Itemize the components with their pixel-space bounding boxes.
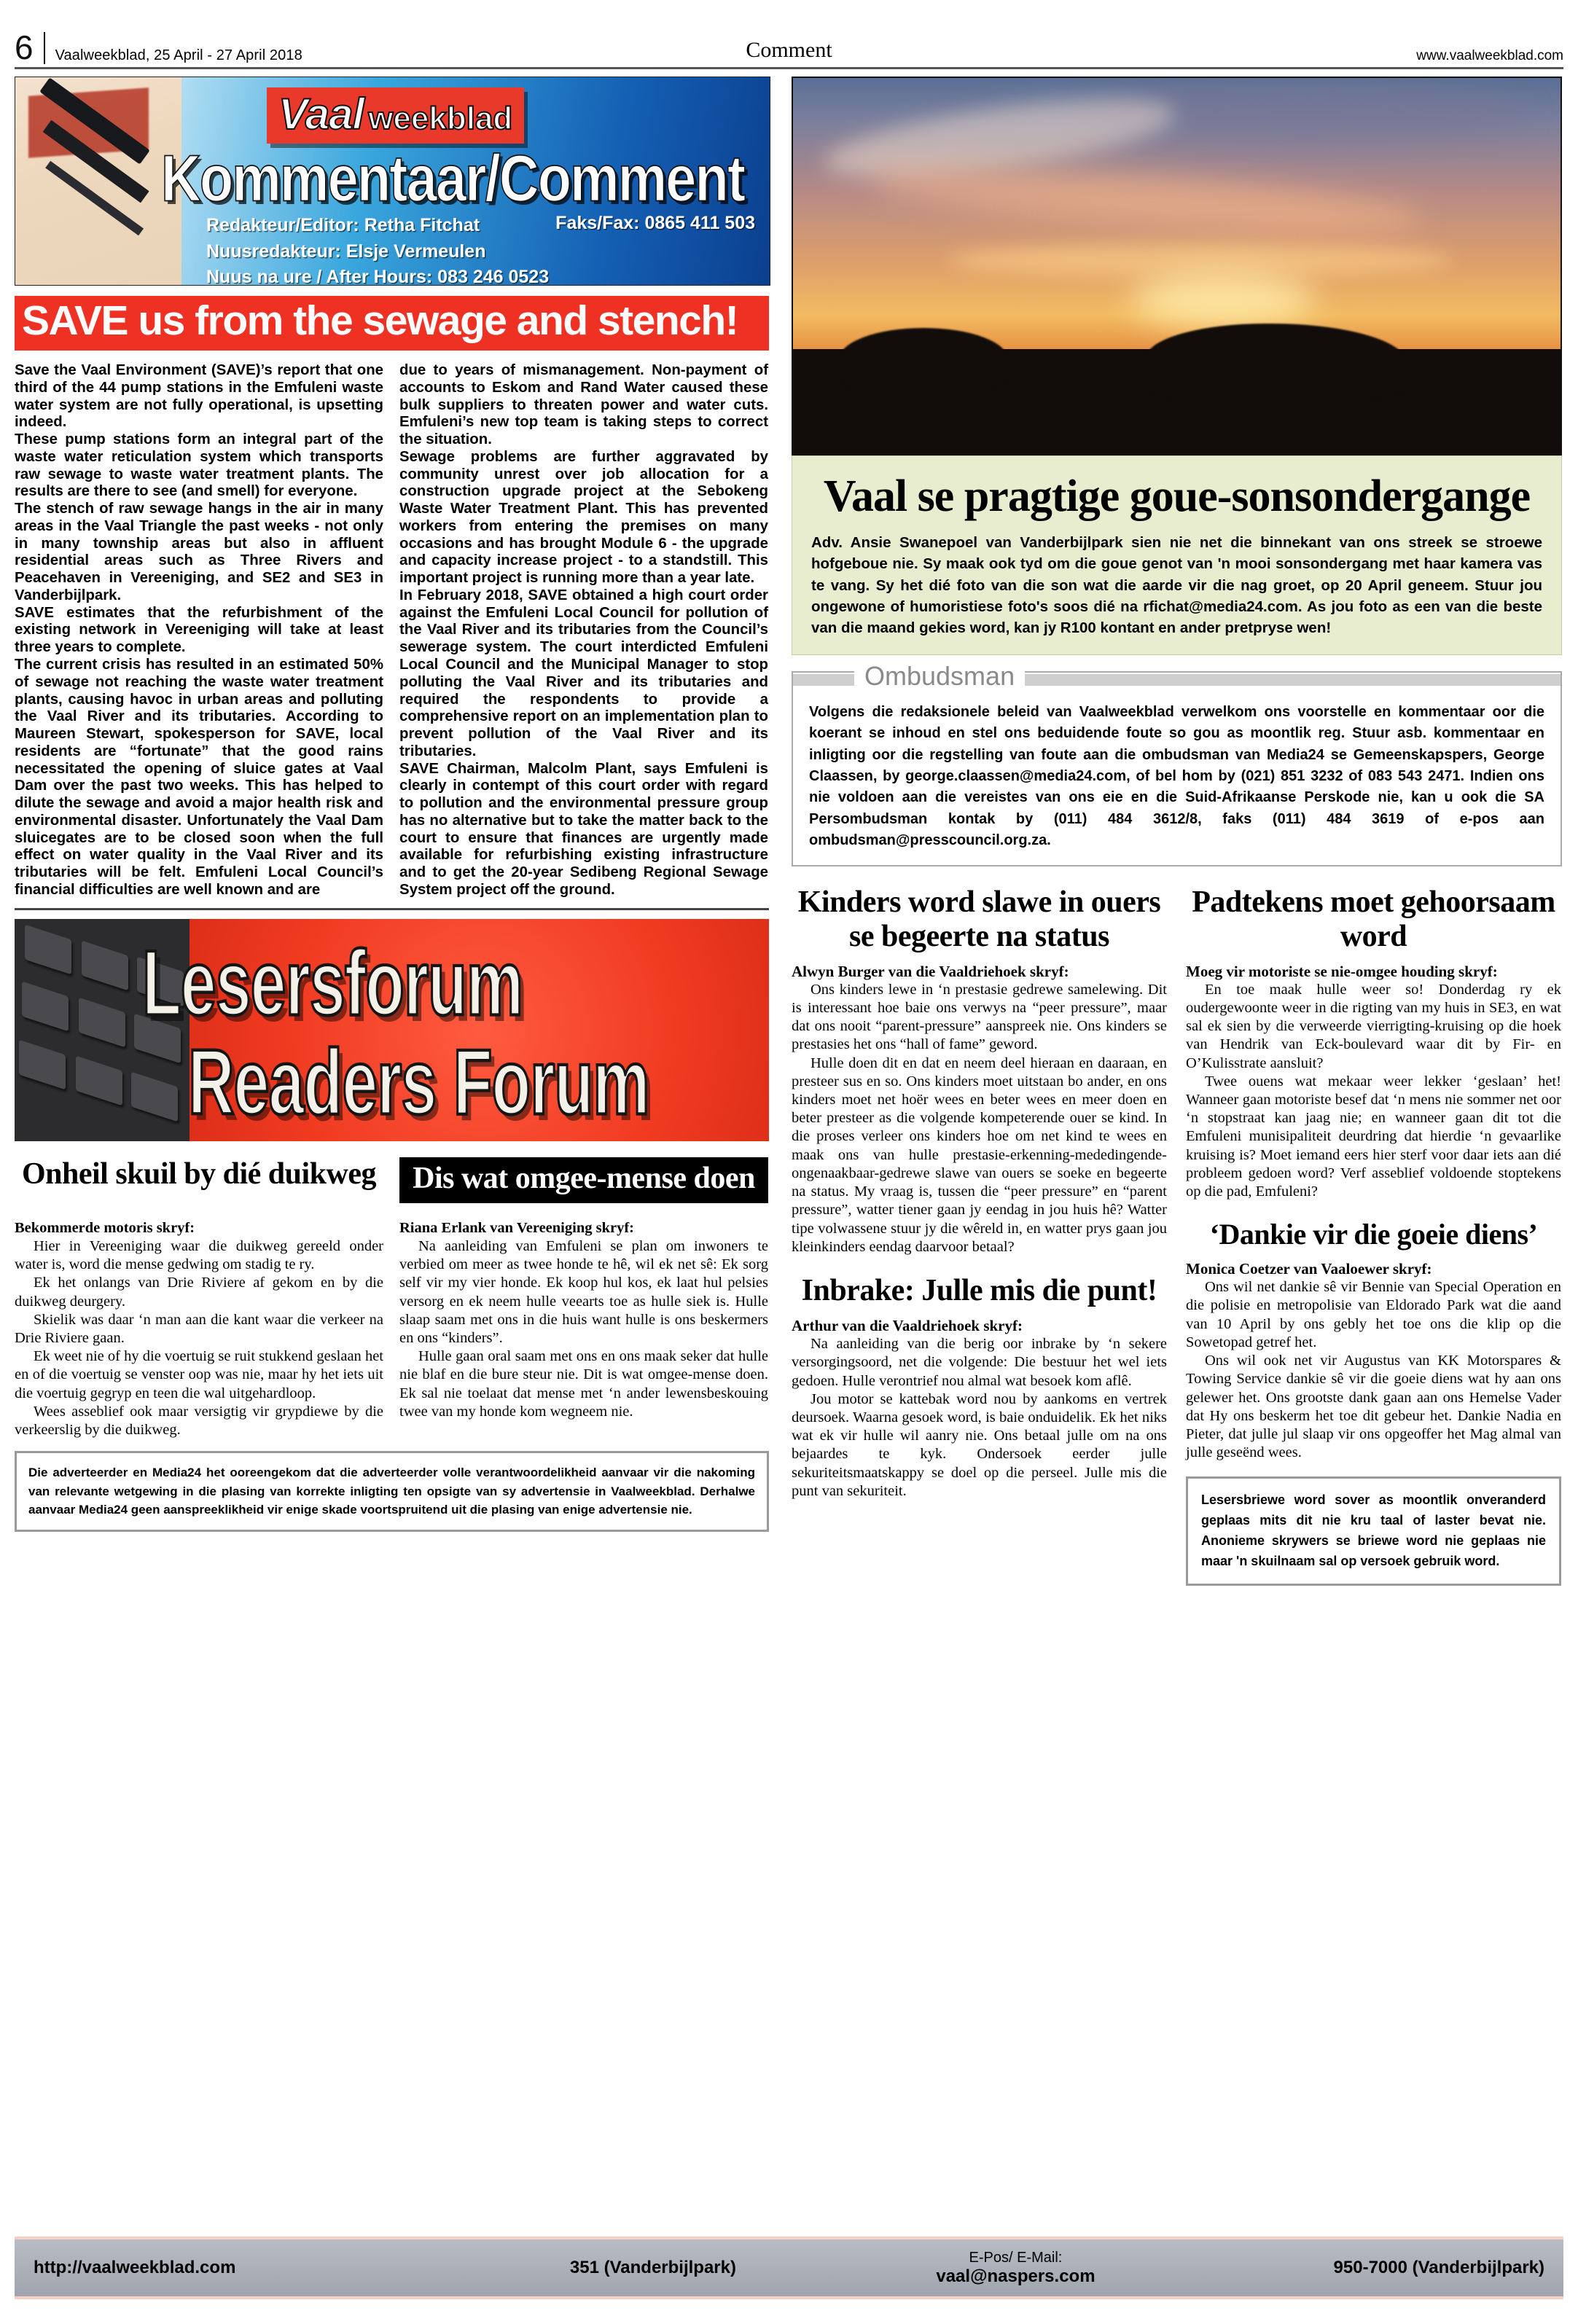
editorial-column-1 [15, 362, 383, 899]
letter-byline: Moeg vir motoriste se nie-omgee houding skryf: [1186, 962, 1498, 980]
letter-paragraph: Ek weet nie of hy die voertuig se ruit stukkend geslaan het en of die voertuig se venster oop was nie, maar hy het iets uit die voertuig gegryp en teen die wal uitgehardloop. [15, 1348, 383, 1401]
footer-website[interactable]: http://vaalweekblad.com [34, 2258, 236, 2277]
logo-vaal-text: Vaal [278, 90, 364, 138]
cloud-shape [869, 157, 1423, 244]
readers-forum-banner [15, 919, 769, 1141]
editorial-paragraph: In February 2018, SAVE obtained a high court order against the Emfuleni Local Council for pollution of the Vaal River and its tributaries from the Council’s sewerage system. The court interdicted Emfuleni Local Council and the Municipal Manager to stop polluting the Vaal River and its tributaries and required the respondents to provide a comprehensive report on an implementation plan to prevent pollution of the Vaal River and its tributaries. [399, 587, 768, 759]
forum-headline-row [15, 1157, 769, 1203]
letter-headline-kinders: Kinders word slawe in ouers se begeerte na status [797, 885, 1161, 953]
letter-column-right [1186, 885, 1561, 1586]
letters-policy-note: Lesersbriewe word sover as moontlik onveranderd geplaas mits dit nie kru taal of laster bevat nie. Anonieme skrywers se briewe word nie geplaas nie maar 'n skuilnaam sal op versoek gebruik word. [1186, 1476, 1561, 1586]
letter-paragraph: Wees asseblief ook maar versigtig vir grypdiewe by die verkeerslig by die duikweg. [15, 1403, 383, 1438]
letter-paragraph: En toe maak hulle weer so! Donderdag ry ek oudergewoonte weer in die rigting van my huis in SE3, en wat sal ek sien by die verweerde vierrigting-kruising op die hoek van Hendrik van Eck-boulevard waar dit by Fir- en O’Kulisstrate aansluit? [1186, 981, 1561, 1071]
editorial-paragraph: These pump stations form an integral part of the waste water reticulation system which transports raw sewage to waste water treatment plants. The results are there to see (and smell) for everyone. [15, 431, 383, 500]
bush-silhouette [1054, 399, 1176, 433]
letter-paragraph: Hulle gaan oral saam met ons en ons maak seker dat hulle nie blaf en die bure steur nie. Dit is wat omgee-mense doen. Ek sal nie toelaat dat mense met ‘n ander lewensbeskouing twee van my honde kom wegneem nie. [399, 1348, 768, 1420]
letter-headline-dankie: ‘Dankie vir die goeie diens’ [1209, 1218, 1538, 1251]
logo-weekblad-text: weekblad [368, 101, 513, 136]
editorial-paragraph: The stench of raw sewage hangs in the air in many areas in the Vaal Triangle the past weeks - not only in many township areas but also in affluent residential areas such as Three Rivers and Peacehaven in Vereeniging, and SE2 and SE3 in Vanderbijlpark. [15, 501, 383, 603]
letter-paragraph: Twee ouens wat mekaar weer lekker ‘geslaan’ het! Wanneer gaan motoriste besef dat ‘n mens nie sommer net oor ‘n stopstraat kan jaag nie; en wanneer gaan dit tot die Emfuleni munisipaliteit deurdring dat hierdie ‘n gevaarlike kruising is? Moet iemand eers hier sterf voor daar iets aan dié probleem gedoen word? Verf asseblief voldoende stoptekens op die pad, Emfuleni? [1186, 1073, 1561, 1200]
letter-byline: Monica Coetzer van Vaaloewer skryf: [1186, 1260, 1432, 1278]
editorial-bottom-rule [15, 908, 769, 910]
forum-body-row [15, 1219, 769, 1439]
page-number: 6 [15, 28, 34, 66]
footer-email[interactable]: vaal@naspers.com [936, 2266, 1095, 2286]
sunset-photo [792, 77, 1562, 455]
letter-paragraph: Ek het onlangs van Drie Riviere af gekom en by die duikweg deurgery. [15, 1275, 383, 1310]
letter-headline-inbrake: Inbrake: Julle mis die punt! [801, 1273, 1157, 1307]
letter-byline: Arthur van die Vaaldriehoek skryf: [792, 1316, 1023, 1334]
letter-body-onheil [15, 1219, 383, 1439]
editorial-headline: SAVE us from the sewage and stench! [22, 297, 738, 344]
fax-line: Faks/Fax: 0865 411 503 [555, 213, 755, 233]
header-rule [15, 67, 1563, 69]
column-spacer [792, 1256, 1167, 1274]
advert-disclaimer-box: Die adverteerder en Media24 het ooreengekom dat die adverteerder volle verantwoordelikheid aanvaar vir die nakoming van relevante wetgewing in die plasing van korrekte inligting ten opsigte van sy advertensie in Vaalweekblad. Derhalwe aanvaar Media24 geen aanspreeklikheid vir enige skade voortspruitend uit die plasing van enige advertensie nie. [15, 1451, 769, 1532]
footer-phone-main: 950-7000 (Vanderbijlpark) [1333, 2258, 1545, 2277]
vaalweekblad-logo [267, 87, 524, 144]
page-header [15, 0, 1563, 64]
editorial-body [15, 362, 769, 899]
right-column-group [792, 77, 1562, 1586]
kommentaar-banner [15, 77, 770, 286]
photo-headline: Vaal se pragtige goue-sonsondergange [823, 472, 1531, 521]
editorial-paragraph: Save the Vaal Environment (SAVE)’s report that one third of the 44 pump stations in the Emfuleni waste water system are not fully operational, is upsetting indeed. [15, 362, 383, 431]
publication-date: Vaalweekblad, 25 April - 27 April 2018 [55, 47, 302, 63]
letter-paragraph: Ons kinders lewe in ‘n prestasie gedrewe samelewing. Dit is interessant hoe baie ons verwys na “peer pressure”, maar dat ons nooit “parent-pressure” aanspreek nie. Ons kinders se prestasies het ons “hall of fame” geword. [792, 981, 1167, 1053]
letter-headline-onheil: Onheil skuil by dié duikweg [21, 1157, 376, 1191]
photo-caption: Adv. Ansie Swanepoel van Vanderbijlpark sien nie net die binnekant van ons streek se stroewe hofgeboue nie. Sy maak ook tyd om die goue genot van 'n mooi sonsondergang met haar kamera vas te vang. Sy het dié foto van die son wat die aarde vir die nag groet, op 20 April geneem. Stuur jou ongewone of humoristiese foto's soos dié na rfichat@media24.com. As jou foto as een van die beste van die maand gekies word, kan jy R100 kontant en ander pretpryse wen! [811, 534, 1542, 636]
left-column-group [15, 77, 778, 1586]
ombudsman-box [792, 660, 1562, 866]
ombudsman-label: Ombudsman [854, 661, 1025, 692]
letter-paragraph: Skielik was daar ‘n man aan die kant waar die verkeer na Drie Riviere gaan. [15, 1311, 383, 1346]
footer-email-label: E-Pos/ E-Mail: [969, 2249, 1063, 2266]
letter-paragraph: Hier in Vereeniging waar die duikweg gereeld onder water is, word die mense gedwing om stadig te ry. [15, 1237, 383, 1273]
letter-byline: Bekommerde motoris skryf: [15, 1219, 195, 1236]
right-letters-row [792, 885, 1562, 1586]
footer-phone-local: 351 (Vanderbijlpark) [569, 2258, 736, 2277]
cloud-shape [947, 243, 1453, 277]
kommentaar-title: Kommentaar/Comment [161, 142, 745, 216]
editor-line: Redakteur/Editor: Retha Fitchat [206, 215, 480, 235]
bush-silhouette [1391, 399, 1514, 433]
letter-headline-omgee: Dis wat omgee-mense doen [399, 1157, 768, 1203]
letter-paragraph: Na aanleiding van die berig oor inbrake by ‘n sekere versorgingsoord, net die volgende: Die bestuur het wel iets gedoen. Hulle verontrief nou almal wat besoek kom aflê. [792, 1336, 1167, 1389]
letter-headline-padtekens: Padtekens moet gehoorsaam word [1192, 885, 1555, 953]
letter-paragraph: Na aanleiding van Emfuleni se plan om inwoners te verbied om meer as twee honde te hê, wil ek net sê: Ek sorg self vir my vier honde. Ek koop hul kos, ek laat hul pelsies versorg en ek neem hulle veearts toe as hulle siek is. Hulle slaap saam met ons in die huis want hulle is ons beskermers en ons “kinders”. [399, 1237, 768, 1346]
page-footer [15, 2237, 1563, 2299]
ombudsman-text: Volgens die redaksionele beleid van Vaalweekblad verwelkom ons voorstelle en kommentaar oor die koerant se inhoud en stel ons beduidende foute so gou as moontlik reg. Stuur asb. kommentaar en inligting oor die regstelling van foute aan die ombudsman van Media24 se Gemeenskapspers, George Claassen, by george.claassen@media24.com, of bel hom by (021) 851 3232 of 083 543 2471. Indien ons nie voldoen aan die vereistes van ons eie en die Suid-Afrikaanse Perskode nie, kan u ook die SA Persombudsman kontak by (011) 484 3612/8, faks (011) 484 3619 of e-pos aan ombudsman@presscouncil.org.za. [809, 703, 1544, 849]
forum-banner-line2: Readers Forum [188, 1029, 649, 1134]
section-title: Comment [746, 38, 832, 62]
editorial-column-2 [399, 362, 768, 899]
editorial-paragraph: due to years of mismanagement. Non-payment of accounts to Eskom and Rand Water caused these bulk suppliers to threaten power and water cuts. Emfuleni’s new top team is taking steps to correct the situation. [399, 362, 768, 448]
letter-paragraph: Jou motor se kattebak word nou by aankoms en vertrek deursoek. Waarna gesoek word, is baie onduidelik. Ek het niks wat ek vir hulle wil aanry nie. Ons betaal julle om na ons bejaardes te kyk. Ondersoek eerder julle sekuriteitsmaatskappy se doel op die perseel. Julle mis die punt van sekuriteit. [792, 1390, 1167, 1499]
forum-banner-line1: Lesersforum [142, 930, 523, 1035]
footer-email-block [819, 2250, 1212, 2287]
letter-paragraph: Ons wil net dankie sê vir Bennie van Special Operation en die polisie en metropolisie van Eldorado Park wat die aand van 10 April by ons gebly het toe ons die klip op die Sowetopad getref het. [1186, 1279, 1561, 1350]
sun-glow [1130, 273, 1315, 326]
editorial-paragraph: The current crisis has resulted in an estimated 50% of sewage not reaching the waste water treatment plants, causing havoc in urban areas and polluting the Vaal River and its tributaries. According to Maureen Stewart, spokesperson for SAVE, local residents are “fortunate” that the good rains necessitated the opening of sluice gates at Vaal Dam over the past two weeks. This has helped to dilute the sewage and avoid a major health risk and environmental disaster. Unfortunately the Vaal Dam sluicegates are to be closed soon when the full effect on water quality in the Vaal River and its tributaries will be felt. Emfuleni Local Council’s financial difficulties are well known and are [15, 657, 383, 898]
bush-silhouette [808, 399, 931, 433]
letter-paragraph: Hulle doen dit en dat en neem deel hieraan en daaraan, en presteer sus en so. Ons kinders moet uitstaan bo ander, en ons kinders moet net hoër wees en beter wees en meer doen en beter presteer as die volgende kompeterende ouer se kind. In die proses verleer ons kinders hoe om net kind te wees en maak ons van hulle prestasie-erkenning-mededingende-ongenaakbaar-gedrewe slawe van ouers se soeke en begeerte na status. My vraag is, tussen die “peer pressure” en “parent pressure”, watter tiener gaan jy eendag in jou huis hê? Watter tipe volwassene stuur jy die wêreld in, en watter prys gaan jou kleinkinders eendag daarvoor betaal? [792, 1055, 1167, 1255]
ombudsman-tab-wrap [793, 660, 1561, 695]
editorial-paragraph: Sewage problems are further aggravated by community unrest over job allocation for a construction upgrade project at the Sebokeng Waste Water Treatment Plant. This has prevented workers from entering the premises on many occasions and has brought Module 6 - the upgrade and capacity increase project - to a standstill. This important project is running more than a year late. [399, 448, 768, 587]
letter-body-omgee [399, 1219, 768, 1439]
letter-column-left [792, 885, 1167, 1586]
letter-byline: Riana Erlank van Vereeniging skryf: [399, 1219, 634, 1236]
header-website: www.vaalweekblad.com [1416, 48, 1563, 63]
photo-caption-box [792, 455, 1562, 655]
masthead-credits [206, 213, 549, 286]
tree-silhouette [793, 349, 1561, 454]
letter-paragraph: Ons wil ook net vir Augustus van KK Motorspares & Towing Service dankie sê vir die goeie diens wat hy aan ons gelewer het. Ons grootste dank gaan aan ons Hemelse Vader dat Hy ons beskerm het toe dit gebeur het. Dankie Nadia en Pieter, dat julle jul slaap vir ons opgeoffer het Mag almal van julle geseënd wees. [1186, 1353, 1561, 1461]
news-editor-line: Nuusredakteur: Elsje Vermeulen [206, 240, 486, 262]
after-hours-line: Nuus na ure / After Hours: 083 246 0523 [206, 267, 550, 286]
editorial-headline-bar [15, 296, 769, 351]
editorial-paragraph: SAVE estimates that the refurbishment of the existing network in Vereeniging will take at least three years to complete. [15, 604, 383, 656]
letter-byline: Alwyn Burger van die Vaaldriehoek skryf: [792, 962, 1069, 980]
column-spacer [1186, 1201, 1561, 1218]
editorial-paragraph: SAVE Chairman, Malcolm Plant, says Emfuleni is clearly in contempt of this court order with regard to pollution and the environmental pressure group has no alternative but to take the matter back to the court to ensure that finances are urgently made available for refurbishing existing infrastructure and to get the 20-year Sedibeng Regional Sewage System project off the ground. [399, 760, 768, 898]
pen-photo [15, 77, 181, 285]
